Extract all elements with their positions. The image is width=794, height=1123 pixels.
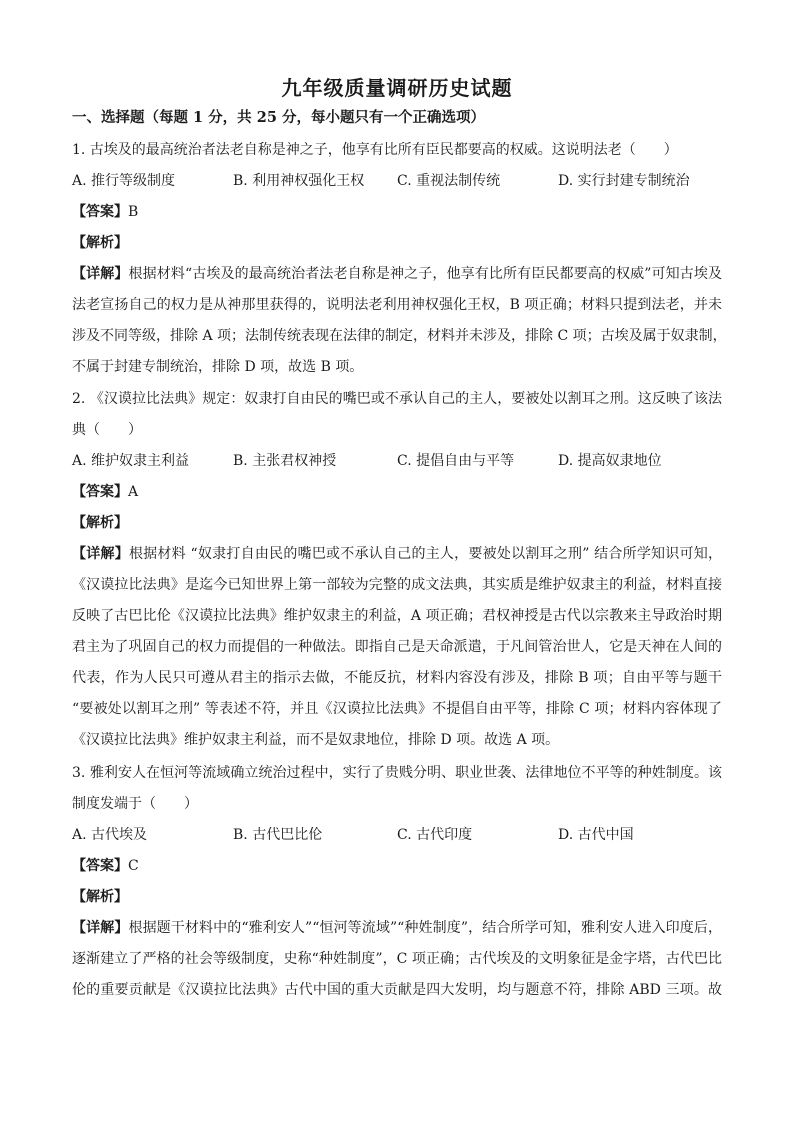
- detail-label: 【详解】: [72, 920, 129, 936]
- question-3-answer: [72, 856, 139, 876]
- question-1-detail-line: 涉及不同等级，排除 A 项；法制传统表现在法律的制定，材料并未涉及，排除 C 项；古埃及属于奴隶制，: [72, 328, 727, 344]
- page-title: 九年级质量调研历史试题: [281, 76, 513, 100]
- question-1-stem: 1. 古埃及的最高统治者法老自称是神之子，他享有比所有臣民都要高的权威。这说明法老（ ）: [72, 142, 678, 158]
- question-1-option-c: C. 重视法制传统: [397, 173, 501, 189]
- question-2-detail-line: 《汉谟拉比法典》维护奴隶主利益，而不是奴隶地位，排除 D 项。故选 A 项。: [72, 732, 560, 748]
- question-3-stem: 3. 雅利安人在恒河等流域确立统治过程中，实行了贵贱分明、职业世袭、法律地位不平等的种姓制度。该: [72, 765, 722, 781]
- question-3-option-c: C. 古代印度: [397, 827, 473, 843]
- detail-label: 【详解】: [72, 546, 129, 562]
- question-2-detail-line: 反映了古巴比伦《汉谟拉比法典》维护奴隶主的利益，A 项正确；君权神授是古代以宗教来主导政治时期: [72, 608, 722, 624]
- question-2-option-a: A. 维护奴隶主利益: [72, 453, 190, 469]
- analysis-label: 【解析】: [72, 235, 128, 251]
- question-2-detail-line: “要被处以割耳之刑” 等表述不符，并且《汉谟拉比法典》不提倡自由平等，排除 C 项；材料内容体现了: [72, 701, 722, 717]
- question-2-option-c: C. 提倡自由与平等: [397, 453, 515, 469]
- analysis-label: 【解析】: [72, 889, 128, 905]
- question-3-option-d: D. 古代中国: [558, 827, 634, 843]
- question-2-stem: 2. 《汉谟拉比法典》规定：奴隶打自由民的嘴巴或不承认自己的主人，要被处以割耳之刑。这反映了该法: [72, 391, 722, 407]
- question-1-option-b: B. 利用神权强化王权: [233, 173, 365, 189]
- question-1-analysis-label: [72, 233, 128, 253]
- question-2-answer: [72, 482, 138, 502]
- question-2-option-d: D. 提高奴隶地位: [558, 453, 662, 469]
- question-1-option-a: A. 推行等级制度: [72, 173, 176, 189]
- question-2-detail-line: 代表，作为人民只可遵从君主的指示去做，不能反抗，材料内容没有涉及，排除 B 项；自由平等与题干: [72, 670, 722, 686]
- question-3-detail-line: 逐渐建立了严格的社会等级制度，史称“种姓制度”，C 项正确；古代埃及的文明象征是金字塔，古代巴比: [72, 951, 722, 967]
- question-1-detail-line: [72, 264, 722, 284]
- analysis-label: 【解析】: [72, 515, 128, 531]
- question-1-answer: [72, 202, 138, 222]
- answer-value: B: [128, 204, 139, 220]
- detail-text: 根据题干材料中的“雅利安人”“恒河等流域”“种姓制度”，结合所学可知，雅利安人进入印度后，: [128, 920, 723, 936]
- detail-text: 根据材料 “奴隶打自由民的嘴巴或不承认自己的主人，要被处以割耳之刑” 结合所学知识可知，: [128, 546, 722, 562]
- question-2-detail-line: 君主为了巩固自己的权力而提倡的一种做法。即指自己是天命派遣，于凡间管治世人，它是天神在人间的: [72, 639, 722, 655]
- question-3-detail-line: 伦的重要贡献是《汉谟拉比法典》古代中国的重大贡献是四大发明，均与题意不符，排除 ABD 三项。故: [72, 982, 722, 998]
- question-3-option-a: A. 古代埃及: [72, 827, 148, 843]
- question-3-stem: 制度发端于（ ）: [72, 796, 198, 812]
- detail-text: 根据材料“古埃及的最高统治者法老自称是神之子，他享有比所有臣民都要高的权威”可知古埃及: [128, 266, 723, 282]
- question-2-option-b: B. 主张君权神授: [233, 453, 337, 469]
- question-1-option-d: D. 实行封建专制统治: [558, 173, 690, 189]
- question-2-detail-line: [72, 544, 722, 564]
- answer-label: 【答案】: [72, 484, 128, 500]
- answer-label: 【答案】: [72, 204, 128, 220]
- question-1-detail-line: 法老宣扬自己的权力是从神那里获得的，说明法老利用神权强化王权，B 项正确；材料只提到法老，并未: [72, 297, 722, 313]
- question-3-detail-line: [72, 918, 722, 938]
- question-2-stem: 典（ ）: [72, 422, 142, 438]
- detail-label: 【详解】: [72, 266, 129, 282]
- question-1-detail-line: 不属于封建专制统治，排除 D 项，故选 B 项。: [72, 359, 364, 375]
- question-2-detail-line: 《汉谟拉比法典》是迄今已知世界上第一部较为完整的成文法典，其实质是维护奴隶主的利益，材料直接: [72, 577, 722, 593]
- answer-label: 【答案】: [72, 858, 128, 874]
- answer-value: C: [128, 858, 139, 874]
- section-heading: 一、选择题（每题 1 分，共 25 分，每小题只有一个正确选项）: [72, 109, 485, 126]
- question-2-analysis-label: [72, 513, 128, 533]
- question-3-option-b: B. 古代巴比伦: [233, 827, 323, 843]
- question-3-analysis-label: [72, 887, 128, 907]
- answer-value: A: [128, 484, 139, 500]
